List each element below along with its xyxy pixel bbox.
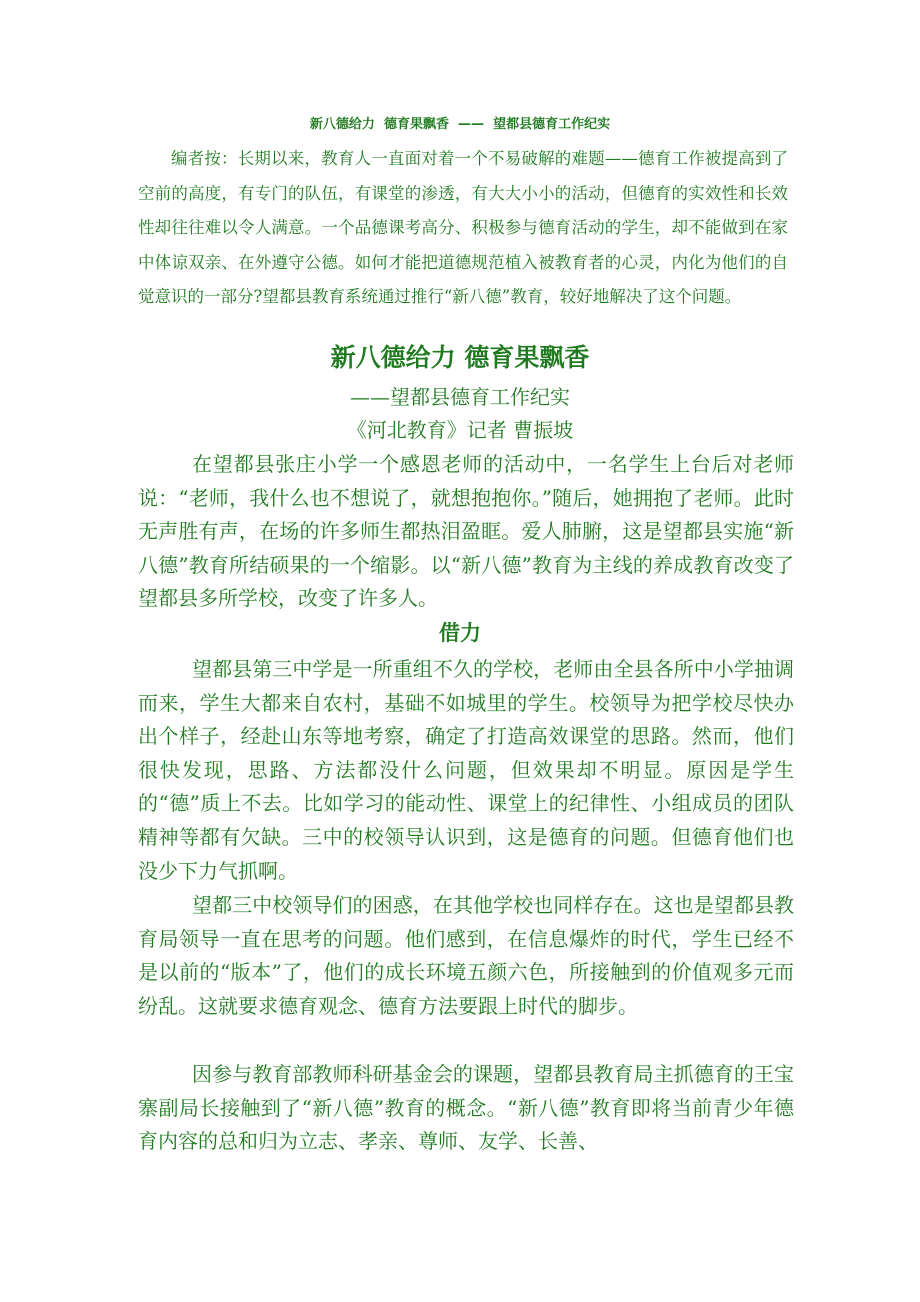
editor-note: 编者按：长期以来，教育人一直面对着一个不易破解的难题——德育工作被提高到了空前的高度，有专门的队伍，有课堂的渗透，有大大小小的活动，但德育的实效性和长效性却往往难以令人满意。一个品德课考高分、积极参与德育活动的学生，却不能做到在家中体谅双亲、在外遵守公德。如何才能把道德规范植入被教育者的心灵，内化为他们的自觉意识的一部分?望都县教育系统通过推行“新八德”教育，较好地解决了这个问题。 <box>138 149 788 306</box>
body-paragraph-2: 望都三中校领导们的困惑，在其他学校也同样存在。这也是望都县教育局领导一直在思考的问题。他们感到，在信息爆炸的时代，学生已经不是以前的“版本”了，他们的成长环境五颜六色，所接触到的价值观多元而纷乱。这就要求德育观念、德育方法要跟上时代的脚步。 <box>138 893 794 1018</box>
section-title: 借力 <box>439 620 481 645</box>
article-subtitle: ——望都县德育工作纪实 <box>350 385 570 409</box>
body-paragraph-1: 望都县第三中学是一所重组不久的学校，老师由全县各所中小学抽调而来，学生大都来自农村，基础不如城里的学生。校领导为把学校尽快办出个样子，经赴山东等地考察，确定了打造高效课堂的思路。然而，他们很快发现，思路、方法都没什么问题，但效果却不明显。原因是学生的“德”质上不去。比如学习的能动性、课堂上的纪律性、小组成员的团队精神等都有欠缺。三中的校领导认识到，这是德育的问题。但德育他们也没少下力气抓啊。 <box>138 657 794 883</box>
running-header: 新八德给力 德育果飘香 —— 望都县德育工作纪实 <box>309 117 611 132</box>
body-paragraph-3: 因参与教育部教师科研基金会的课题，望都县教育局主抓德育的王宝寨副局长接触到了“新八德”教育的概念。“新八德”教育即将当前青少年德育内容的总和归为立志、孝亲、尊师、友学、长善、 <box>138 1062 794 1154</box>
article-title: 新八德给力 德育果飘香 <box>330 343 590 372</box>
article-byline: 《河北教育》记者 曹振坡 <box>346 418 574 442</box>
intro-paragraph: 在望都县张庄小学一个感恩老师的活动中，一名学生上台后对老师说：“老师，我什么也不想说了，就想抱抱你。”随后，她拥抱了老师。此时无声胜有声，在场的许多师生都热泪盈眶。爱人肺腑，这是望都县实施“新八德”教育所结硕果的一个缩影。以“新八德”教育为主线的养成教育改变了望都县多所学校，改变了许多人。 <box>138 452 794 611</box>
